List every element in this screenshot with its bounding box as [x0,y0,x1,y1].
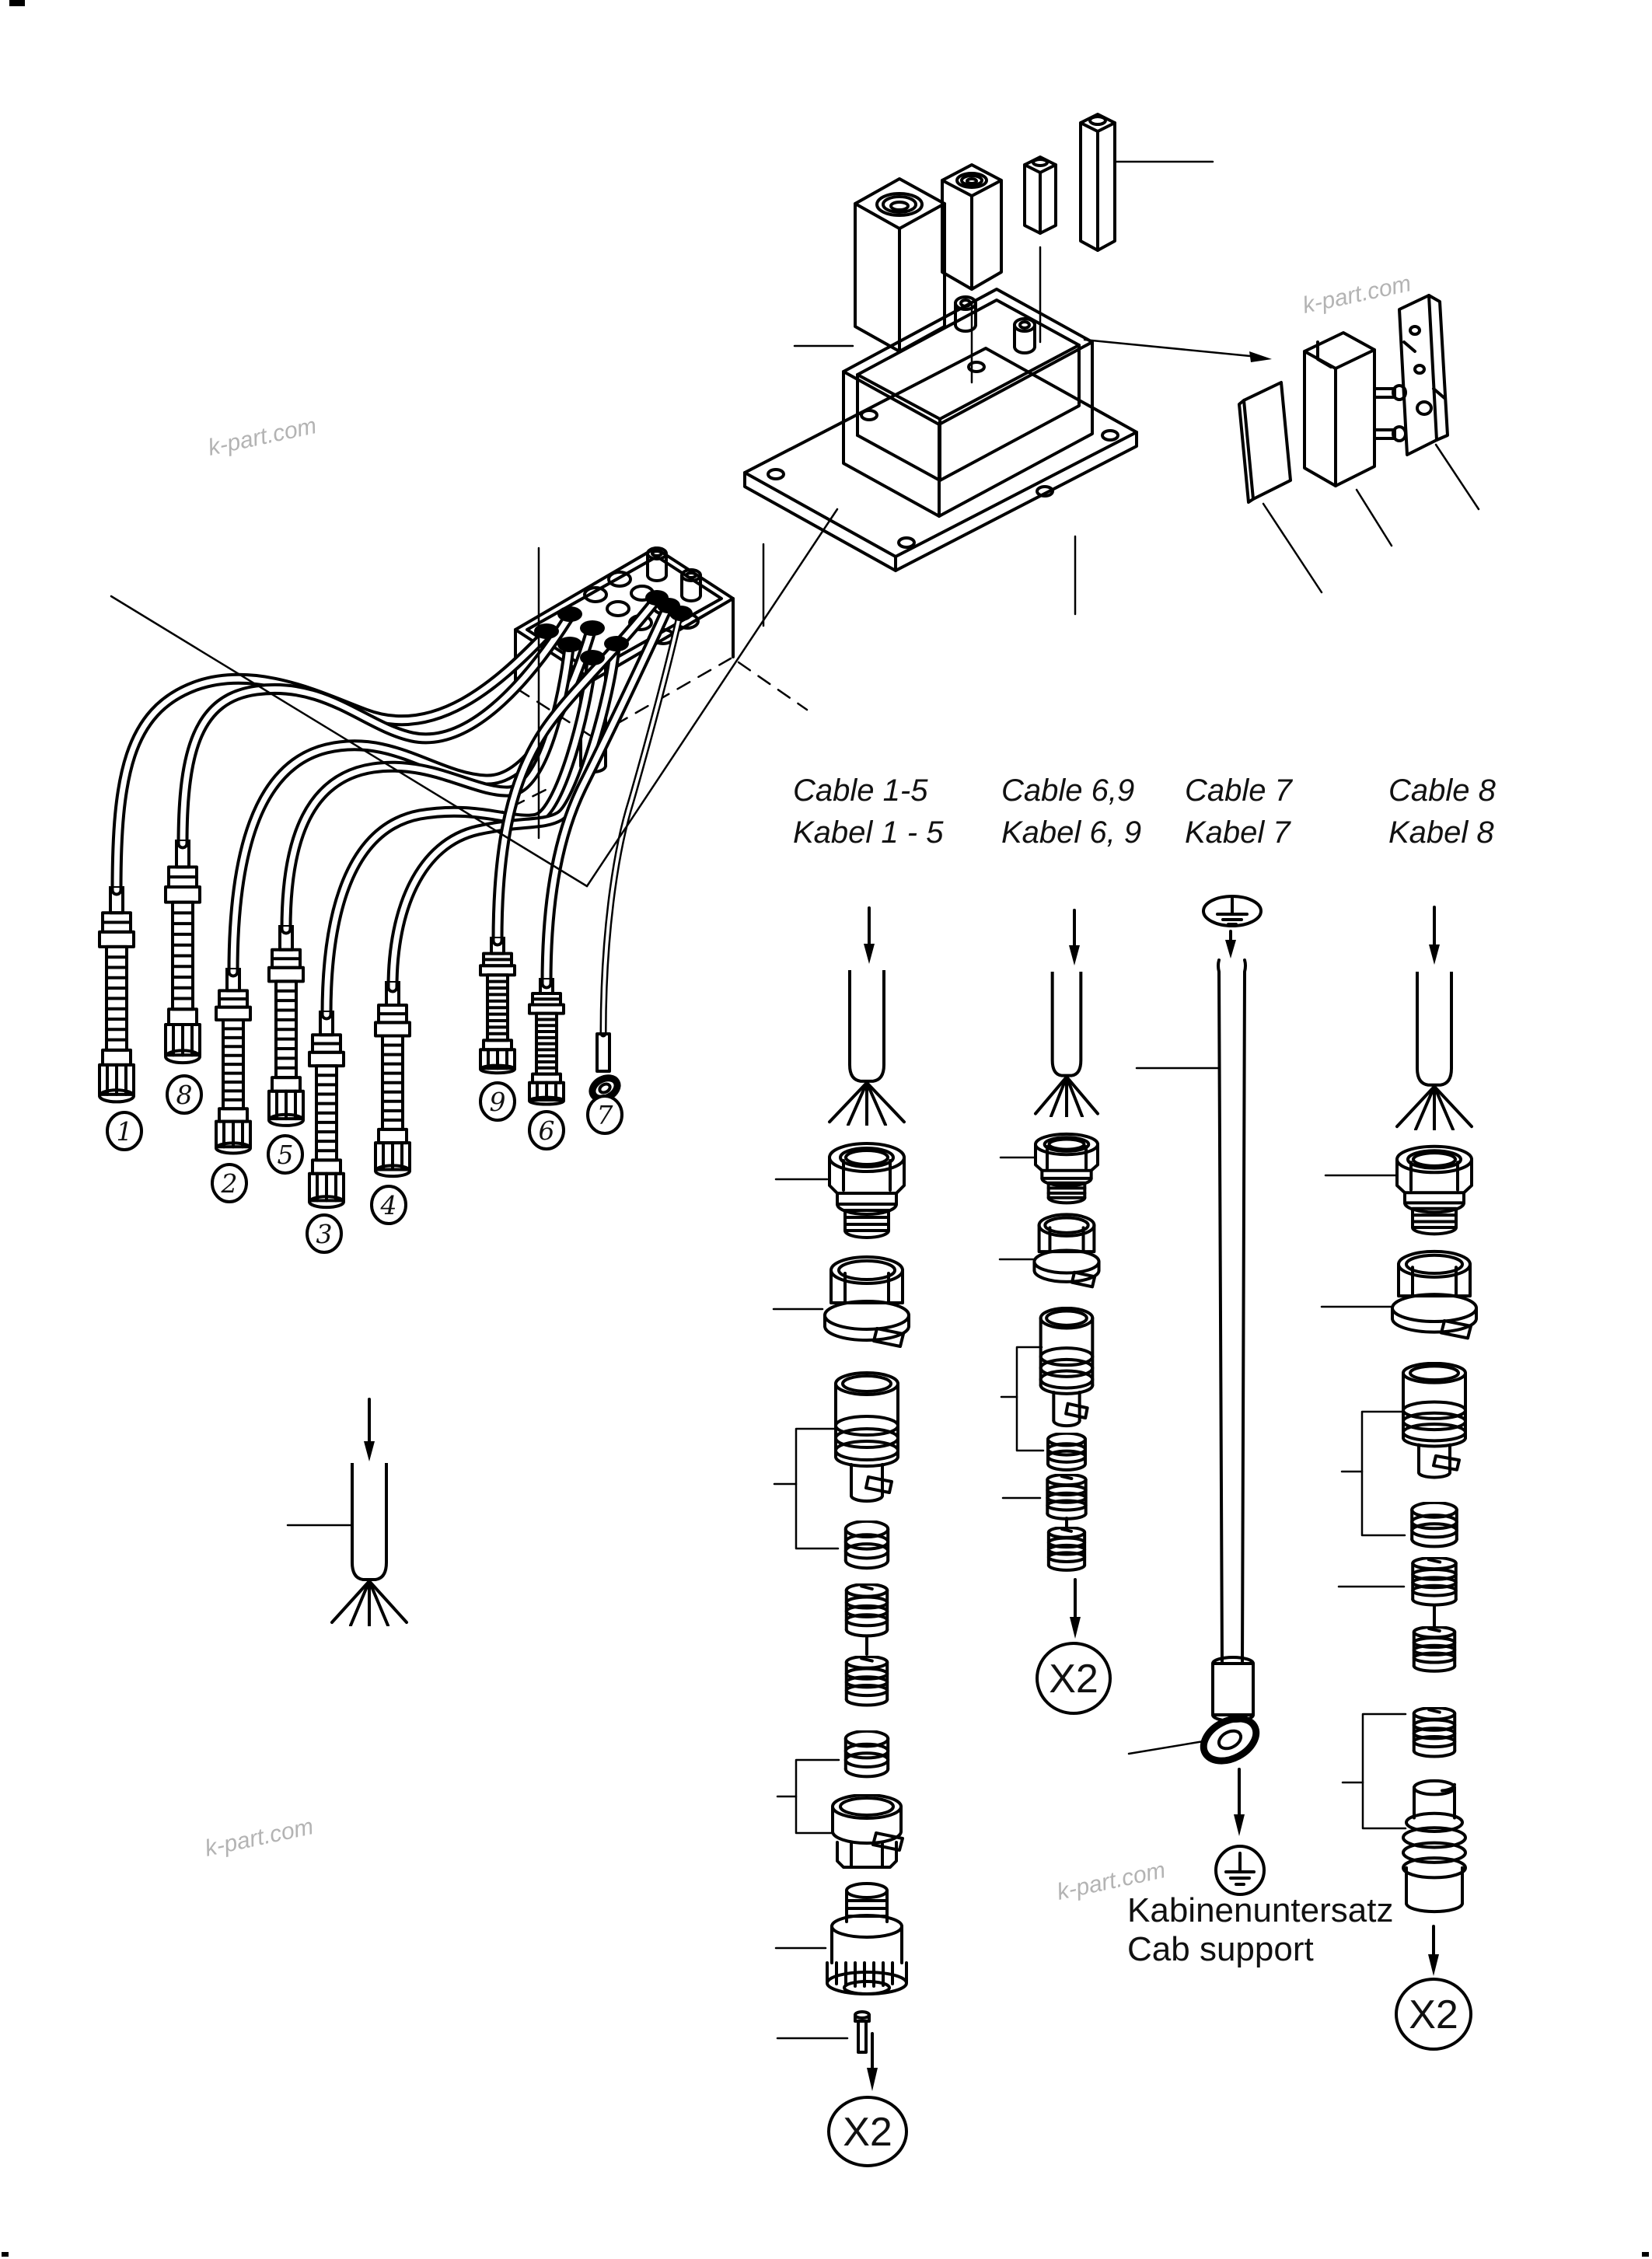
arrow-head [1069,945,1080,965]
part-ribbed-disc-2 [846,1731,888,1776]
arrow-head [364,1441,375,1461]
part-contact-pin [855,2012,869,2052]
standoff-block-tall [1081,114,1213,250]
column-header-de: Kabel 7 [1185,815,1291,850]
connector-cable-7-ring-terminal [589,1034,620,1103]
column-header-en: Cable 6,9 [1001,773,1135,808]
cable-harness [100,509,837,1207]
arrow-head [867,2068,878,2091]
ground-symbol-bottom-icon [1216,1846,1264,1894]
connector-cable-4 [375,981,410,1176]
quantity-label: X2 [843,2110,892,2155]
part-ribbed-connector [1041,1308,1093,1426]
connector-cable-1 [100,886,134,1102]
cover-bolt-2 [1015,319,1035,353]
column-header-de: Kabel 1 - 5 [793,815,944,850]
detail-arrow [1084,340,1272,362]
part-bayonet-collar [833,1795,903,1867]
clamp-assembly [1239,295,1479,592]
watermarks [203,271,1413,1905]
part-ribbed-disc [1412,1503,1457,1547]
bracket-leader-1 [774,1429,838,1548]
callout-label: 3 [316,1219,333,1249]
connector-cable-3 [309,1011,344,1207]
part-boot-connector [1403,1781,1465,1912]
callout-label: 2 [221,1168,238,1199]
standoff-block-large [795,179,945,351]
caption-en: Cab support [1127,1930,1314,1968]
callout-label: 8 [176,1080,193,1110]
ground-cable [1137,960,1245,1664]
part-ribbed-ring [1414,1708,1455,1757]
connector-cable-9 [480,937,515,1073]
column-cable-8 [1322,773,1497,2049]
connector-cable-6 [529,978,564,1105]
exploded-junction-box [745,289,1137,626]
part-ribbed-sleeve-lower [847,1657,887,1706]
callout-label: 5 [277,1140,294,1170]
part-threaded-insert [1413,1558,1456,1605]
part-gland-nut [1397,1147,1472,1234]
callout-cable-2 [212,1164,246,1202]
clamp-block [1304,333,1406,486]
column-cable-1-5 [774,773,944,2166]
column-header-en: Cable 7 [1185,773,1292,808]
column-header-de: Kabel 6, 9 [1001,815,1142,850]
part-ribbed-connector [836,1373,898,1501]
caption-de: Kabinenuntersatz [1127,1891,1394,1929]
bracket-leader-1 [1342,1412,1405,1535]
ferrule [1213,1657,1253,1721]
quantity-badge-x2 [1396,1979,1471,2049]
part-gland-nut [829,1143,904,1238]
spare-cable-end [288,1399,407,1626]
part-cable-end [829,970,904,1126]
exploded-standoff-blocks [795,114,1213,382]
callout-cable-4 [372,1186,406,1224]
column-header-en: Cable 8 [1388,773,1496,808]
part-ribbed-disc [1048,1433,1085,1470]
arrow-head [1429,944,1440,965]
clamp-bolt-2 [1374,427,1406,441]
part-hex-adapter [1034,1214,1098,1287]
callout-cable-9 [480,1083,515,1120]
part-ribbed-insert [1414,1627,1455,1671]
backing-plate [1399,295,1448,455]
column-header-de: Kabel 8 [1388,815,1494,850]
part-ribbed-connector [1403,1363,1465,1478]
standoff-block-medium [942,165,1001,382]
arrow-head [1234,1814,1245,1836]
bracket-leader [1001,1347,1043,1451]
callout-label: 1 [116,1116,133,1147]
callout-label: 9 [489,1087,506,1117]
callout-cable-1 [107,1112,141,1150]
callout-cable-8 [167,1076,201,1113]
bracket-leader-2 [1343,1714,1406,1828]
connector-cable-5 [269,925,303,1126]
part-ribbed-sleeve-upper [847,1584,887,1636]
column-cable-7 [1127,773,1393,1968]
callout-label: 6 [538,1116,555,1146]
watermark-left: k-part.com [205,413,320,461]
quantity-badge-x2 [1037,1643,1110,1713]
connector-cable-8 [166,840,200,1063]
watermark-bottom-left: k-part.com [202,1814,316,1862]
quantity-badge-x2 [829,2097,906,2166]
part-ribbed-disc [846,1521,888,1568]
connector-cable-2 [216,968,250,1153]
part-cable-end [1036,972,1098,1117]
ground-symbol-top-icon [1203,896,1261,926]
arrow-head [864,944,875,964]
part-hex-adapter [825,1257,909,1346]
part-threaded-plug [827,1884,906,1994]
bracket-leader-2 [777,1760,839,1833]
part-threaded-insert [1047,1475,1085,1519]
rubber-pad [1239,382,1291,502]
callout-cable-5 [268,1136,302,1173]
arrow-head [1428,1954,1439,1976]
part-gland-nut [1036,1134,1098,1203]
watermark-bottom-center: k-part.com [1054,1857,1168,1905]
callout-label: 7 [596,1100,613,1130]
callout-cable-6 [529,1112,564,1149]
arrow-head [1070,1617,1081,1639]
watermark-top-right: k-part.com [1300,271,1414,319]
clamp-bolt-1 [1374,386,1406,400]
part-hex-adapter [1392,1252,1476,1338]
cable-1-path [117,636,544,890]
ring-terminal [1129,1710,1263,1769]
callout-cable-3 [307,1215,341,1252]
arrow-head [1225,940,1236,958]
cable-number-callouts [107,1076,622,1252]
callout-cable-7 [588,1096,622,1133]
part-cable-end [1397,972,1472,1130]
callout-label: 4 [380,1190,397,1220]
part-ribbed-insert [1049,1528,1084,1570]
column-header-en: Cable 1-5 [793,773,928,808]
quantity-label: X2 [1409,1992,1458,2037]
column-cable-6-9 [1000,773,1141,1713]
quantity-label: X2 [1049,1657,1098,1702]
